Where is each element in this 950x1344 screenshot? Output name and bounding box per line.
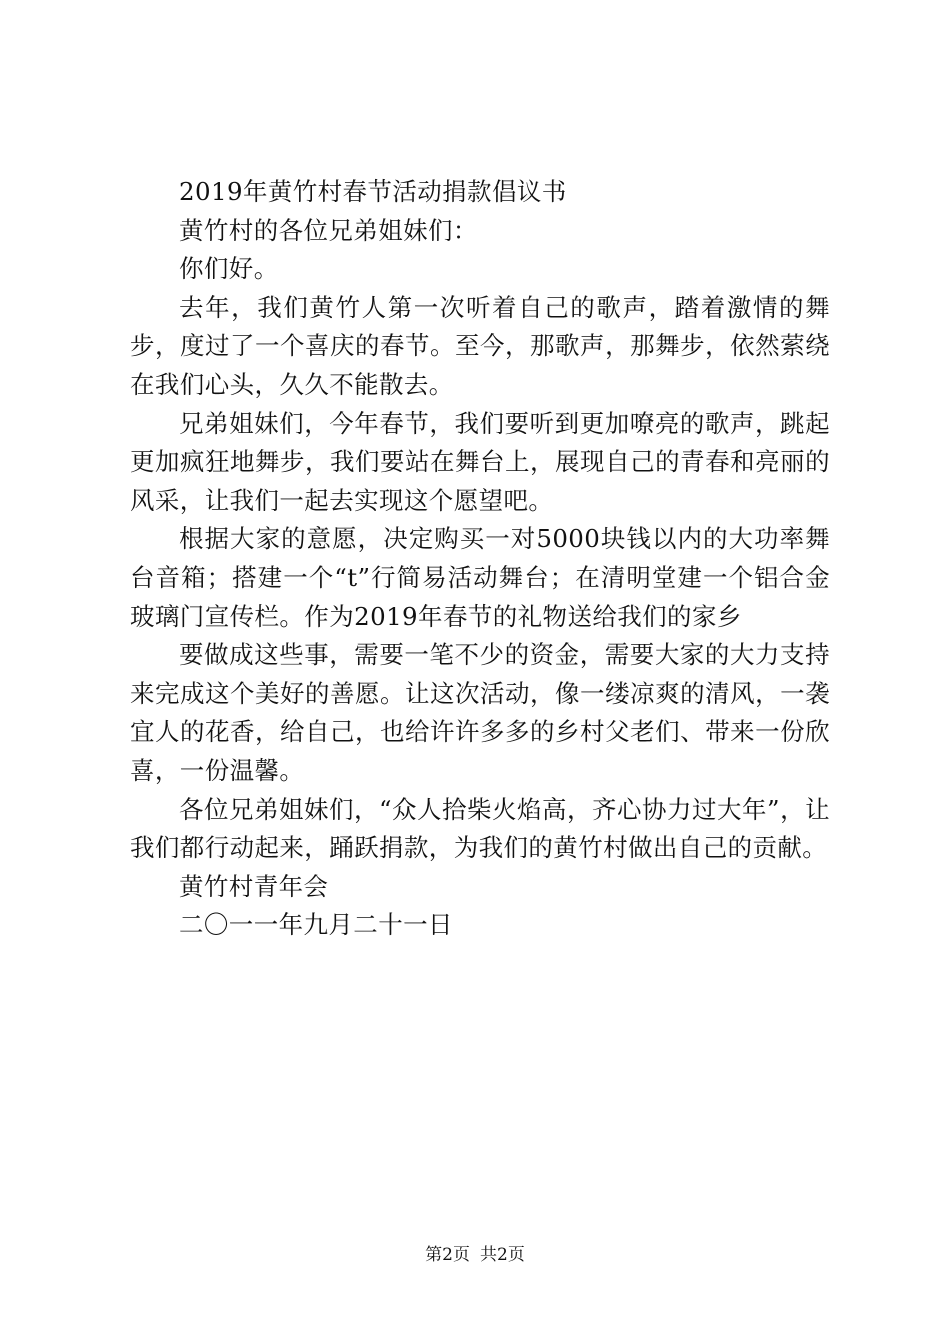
- document-title: 2019年黄竹村春节活动捐款倡议书: [179, 177, 567, 206]
- greeting: 你们好。: [179, 254, 279, 284]
- body-paragraph: 根据大家的意愿，决定购买一对5000块钱以内的大功率舞台音箱；搭建一个“t”行简易活动舞台；在清明堂建一个铝合金玻璃门宣传栏。作为2019年春节的礼物送给我们的家乡: [130, 524, 830, 631]
- body-paragraph: 要做成这些事，需要一笔不少的资金，需要大家的大力支持来完成这个美好的善愿。让这次活动，像一缕凉爽的清风，一袭宜人的花香，给自己，也给许许多多的乡村父老们、带来一份欣喜，一份温馨。: [130, 640, 830, 785]
- body-paragraph: 各位兄弟姐妹们，“众人拾柴火焰高，齐心协力过大年”，让我们都行动起来，踊跃捐款，为我们的黄竹村做出自己的贡献。: [130, 794, 830, 863]
- page-footer: [0, 1243, 950, 1267]
- body-paragraph: 兄弟姐妹们，今年春节，我们要听到更加嘹亮的歌声，跳起更加疯狂地舞步，我们要站在舞台上，展现自己的青春和亮丽的风采，让我们一起去实现这个愿望吧。: [130, 408, 830, 515]
- page-total: 共2页: [480, 1245, 525, 1265]
- body-paragraph: 去年，我们黄竹人第一次听着自己的歌声，踏着激情的舞步，度过了一个喜庆的春节。至今，那歌声，那舞步，依然萦绕在我们心头，久久不能散去。: [130, 292, 830, 399]
- date: 二〇一一年九月二十一日: [179, 910, 453, 940]
- page-number: 第2页: [425, 1245, 470, 1265]
- salutation: 黄竹村的各位兄弟姐妹们：: [179, 215, 478, 245]
- document-body: [130, 173, 830, 945]
- signature: 黄竹村青年会: [179, 871, 329, 901]
